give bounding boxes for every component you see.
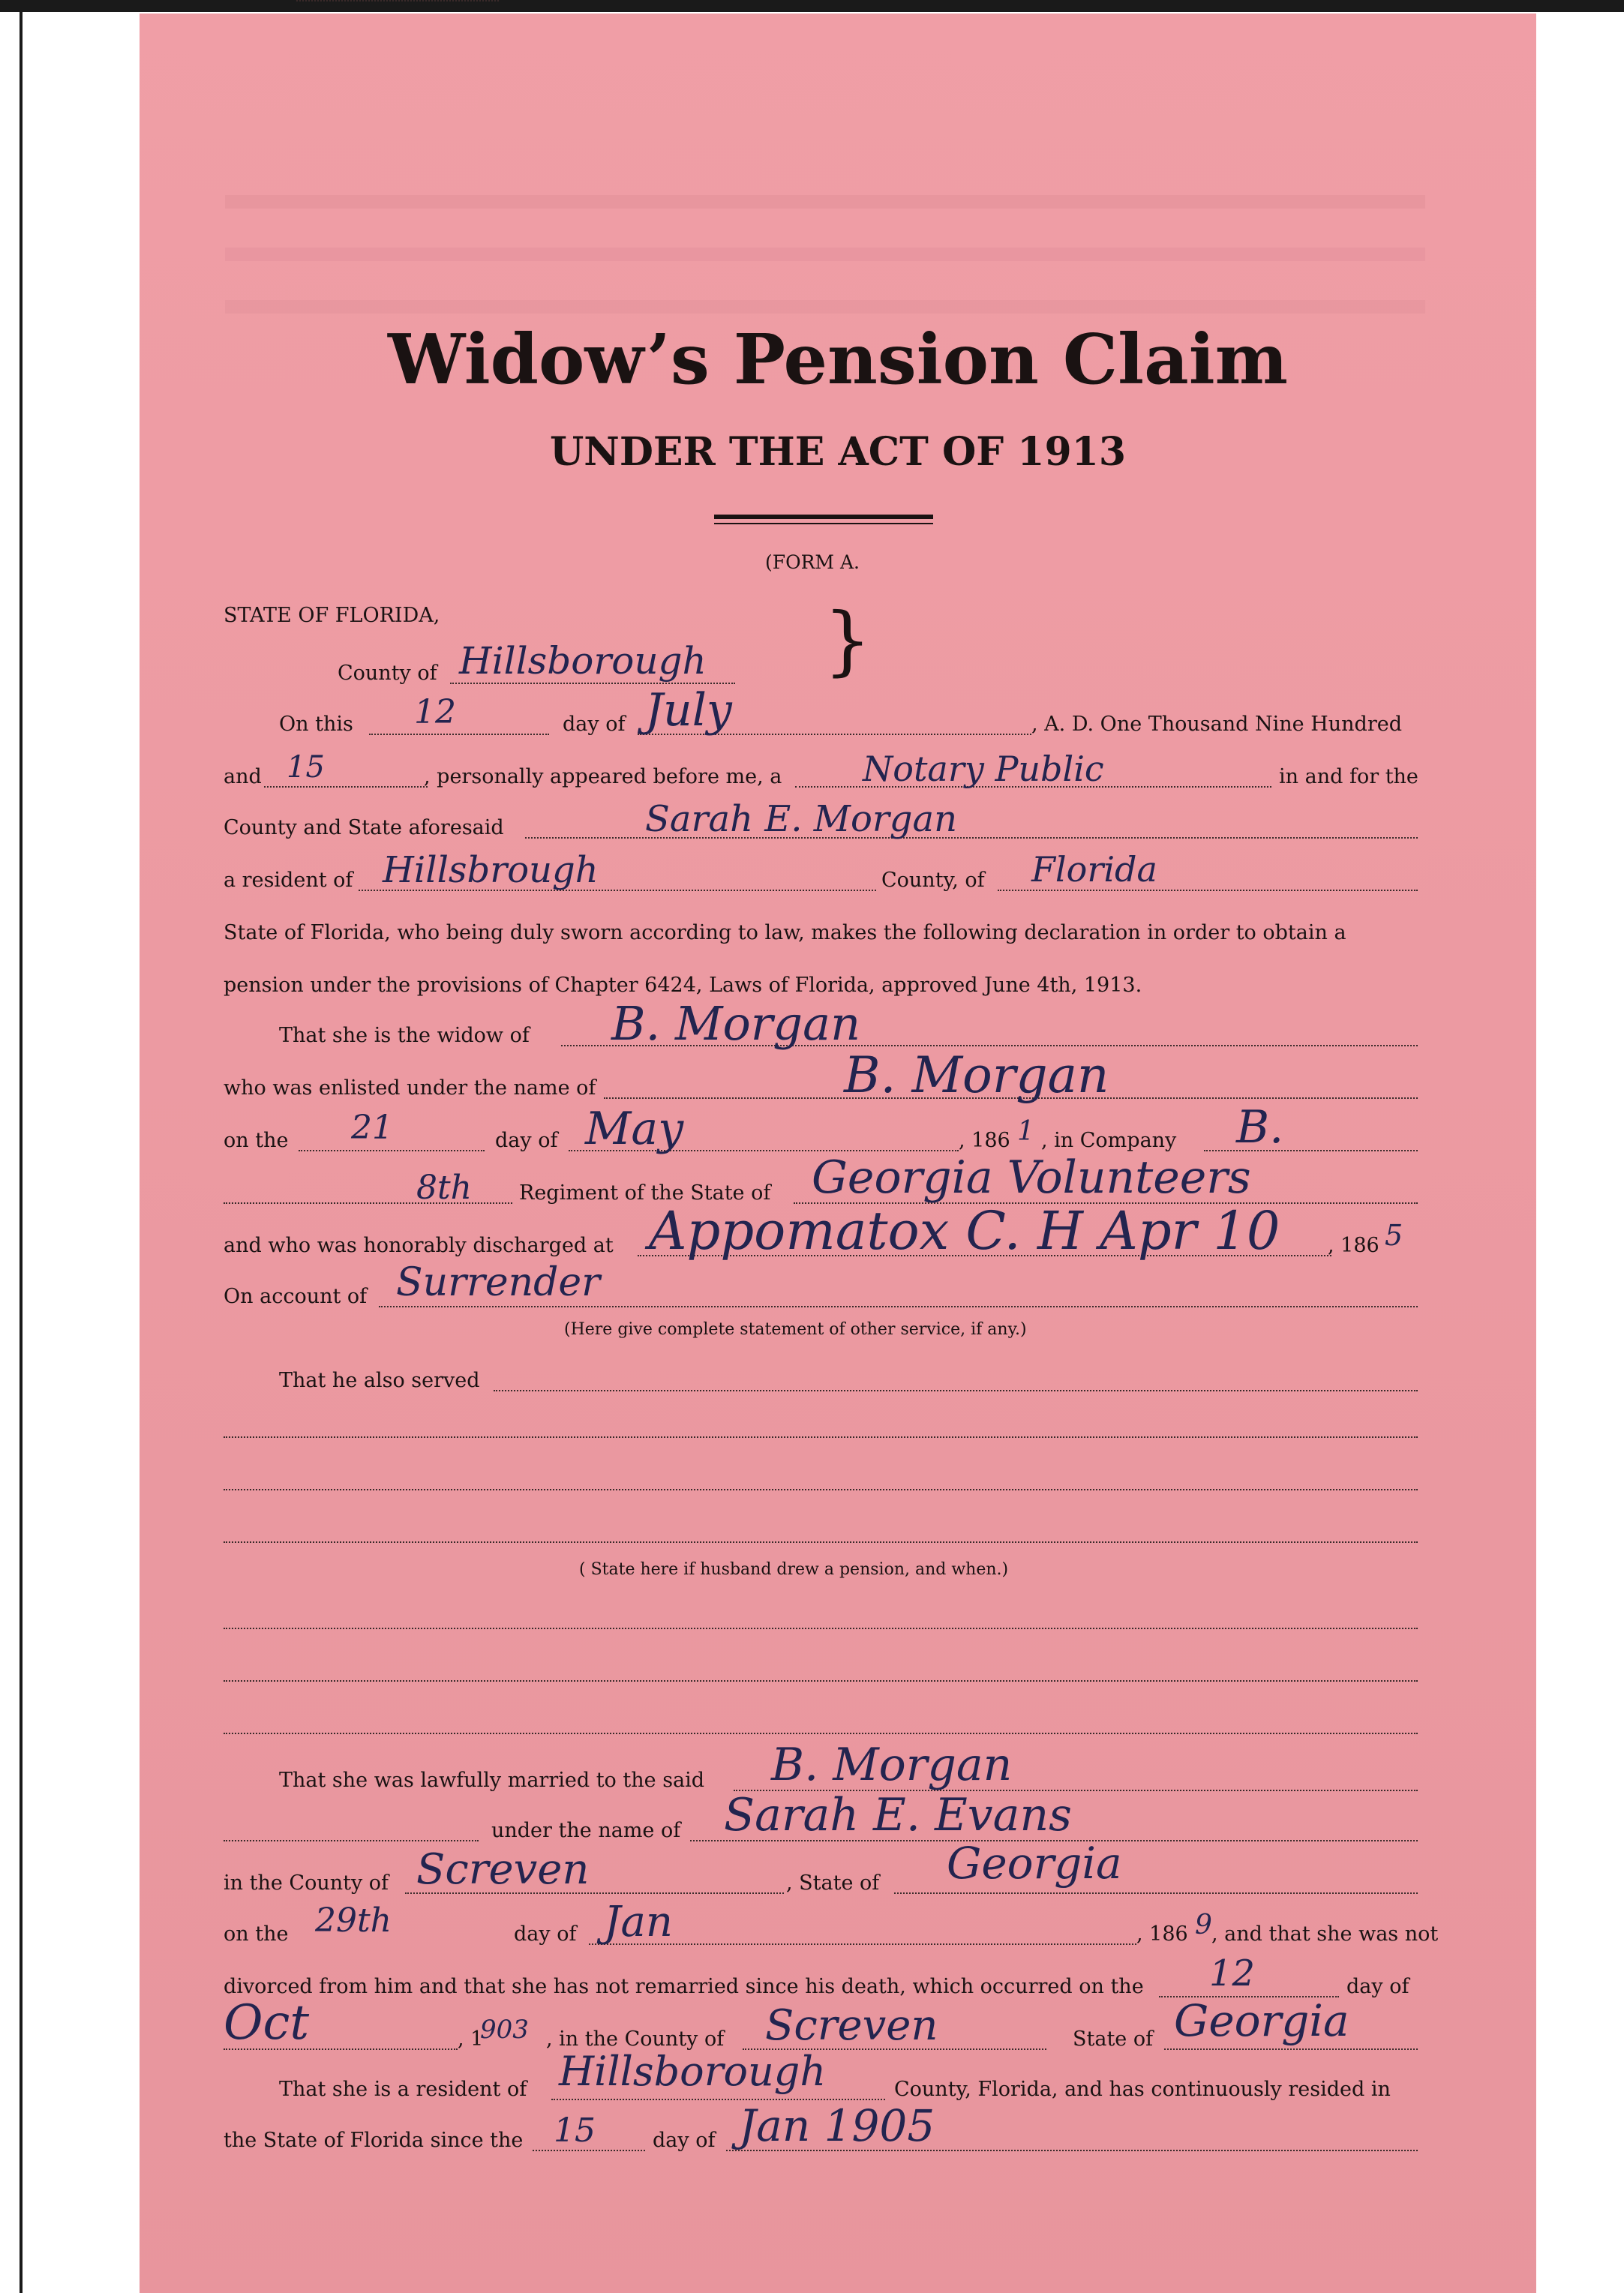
ad-label: , A. D. One Thousand Nine Hundred (1031, 713, 1403, 736)
aforesaid-label: County and State aforesaid (224, 816, 504, 839)
married-label: That she was lawfully married to the said (279, 1769, 705, 1792)
day-of2-label: day of (495, 1129, 558, 1152)
maiden-name-value: Sarah E. Evans (724, 1789, 1072, 1841)
enlist-day-line[interactable] (299, 1150, 485, 1151)
pension-note: ( State here if husband drew a pension, and when.) (579, 1560, 1009, 1579)
form-label: (FORM A. (765, 551, 860, 573)
enlist-year-digit: 1 (1017, 1116, 1034, 1147)
county-comma-of-label: County, of (881, 869, 985, 892)
death-state-line[interactable] (1164, 2048, 1418, 2050)
on-account-label: On account of (224, 1285, 368, 1308)
also-served-line-3[interactable] (224, 1489, 1418, 1490)
year-value: 15 (287, 750, 325, 785)
county-florida-label: County, Florida, and has continuously resided in (894, 2078, 1391, 2101)
since-day-value: 15 (554, 2111, 596, 2150)
on-account-value: Surrender (396, 1260, 601, 1305)
enlisted-label: who was enlisted under the name of (224, 1076, 596, 1100)
also-served-line-2[interactable] (224, 1436, 1418, 1438)
married-day-line[interactable] (296, 0, 499, 2)
pension-line-2[interactable] (224, 1680, 1418, 1682)
divorced-label: divorced from him and that she has not remarried since his death, which occurred on the (224, 1975, 1144, 1998)
regiment-label: Regiment of the State of (519, 1181, 771, 1205)
married-year-digit: 9 (1195, 1910, 1212, 1940)
company-value: B. (1236, 1101, 1284, 1154)
discharge-year-digit: 5 (1385, 1219, 1403, 1252)
regiment-state-value: Georgia Volunteers (812, 1151, 1251, 1204)
county-label: County of (338, 662, 437, 685)
bleed-through-texture (225, 300, 1425, 314)
resident-state-line[interactable] (998, 890, 1418, 891)
scan-edge-left (20, 12, 23, 2293)
resident-florida-label: That she is a resident of (279, 2078, 527, 2101)
day-of-label: day of (563, 713, 626, 736)
death-county-value: Screven (765, 2001, 938, 2050)
enlisted-value: B. Morgan (844, 1046, 1109, 1104)
death-year-value: 903 (480, 2015, 529, 2045)
married-state-value: Georgia (947, 1838, 1122, 1889)
state-label: STATE OF FLORIDA, (224, 604, 440, 627)
regiment-no-value: 8th (416, 1169, 473, 1207)
declaration-line-1: State of Florida, who being duly sworn according to law, makes the following declaration in order to obtain a (224, 921, 1346, 944)
also-served-label: That he also served (279, 1369, 480, 1392)
county-value: Hillsborough (459, 639, 707, 683)
state-of2-label: State of (1073, 2027, 1154, 2051)
resident-state-value: Florida (1031, 849, 1157, 890)
widow-of-label: That she is the widow of (279, 1024, 530, 1047)
month-value: July (645, 684, 732, 737)
year-1861-label: , 186 (959, 1129, 1010, 1152)
death-year-label: , 1 (458, 2027, 484, 2051)
married-month-value: Jan (604, 1898, 673, 1946)
enlist-day-value: 21 (351, 1109, 393, 1147)
resident-of-label: a resident of (224, 869, 353, 892)
declaration-line-2: pension under the provisions of Chapter 6424, Laws of Florida, approved June 4th, 1913. (224, 974, 1142, 997)
and-label: and (224, 765, 262, 788)
discharged-label: and who was honorably discharged at (224, 1234, 614, 1257)
pension-line-3[interactable] (224, 1733, 1418, 1734)
company-label: , in Company (1041, 1129, 1177, 1152)
in-and-for-label: in and for the (1279, 765, 1418, 788)
death-state-value: Georgia (1174, 1995, 1349, 2046)
official-value: Notary Public (863, 749, 1104, 789)
form-subtitle: UNDER THE ACT OF 1913 (549, 429, 1127, 475)
married-year-label: , 186 (1136, 1922, 1188, 1946)
day-of4-label: day of (1346, 1975, 1409, 1998)
death-day-value: 12 (1209, 1952, 1256, 1994)
under-name-label: under the name of (491, 1819, 681, 1842)
brace: } (824, 596, 872, 684)
also-served-line-1[interactable] (494, 1390, 1418, 1391)
on-this-label: On this (279, 713, 353, 736)
on-account-line[interactable] (379, 1306, 1418, 1307)
on-the2-label: on the (224, 1922, 289, 1946)
since-month-value: Jan 1905 (739, 2100, 935, 2151)
title-rule-thin (714, 523, 933, 524)
day-line[interactable] (369, 734, 549, 735)
bleed-through-texture (225, 195, 1425, 209)
widow-of-value: B. Morgan (611, 996, 861, 1051)
married-day-value: 29th (315, 1901, 392, 1940)
blank-line[interactable] (224, 1840, 479, 1841)
claimant-value: Sarah E. Morgan (645, 798, 958, 840)
day-of3-label: day of (514, 1922, 577, 1946)
discharge-year-label: , 186 (1328, 1234, 1379, 1257)
form-title: Widow’s Pension Claim (388, 319, 1288, 400)
year-line[interactable] (264, 786, 428, 788)
personally-label: , personally appeared before me, a (424, 765, 782, 788)
county-of2-label: in the County of (224, 1871, 389, 1895)
day-value: 12 (414, 693, 456, 731)
since-day-line[interactable] (533, 2150, 645, 2151)
other-service-note: (Here give complete statement of other service, if any.) (564, 1320, 1027, 1339)
enlist-month-value: May (585, 1103, 684, 1155)
death-month-value: Oct (224, 1995, 310, 2051)
title-rule-thick (714, 515, 933, 519)
discharge-value: Appomatox C. H Apr 10 (649, 1200, 1280, 1262)
since-label: the State of Florida since the (224, 2129, 524, 2152)
bleed-through-texture (225, 248, 1425, 261)
on-the-label: on the (224, 1129, 289, 1152)
scan-edge-top (0, 0, 1624, 12)
resident-florida-value: Hillsborough (559, 2048, 827, 2095)
in-county-of-label: , in the County of (546, 2027, 725, 2051)
state-of-label: , State of (786, 1871, 880, 1895)
not-divorced-tail: , and that she was not (1211, 1922, 1439, 1946)
also-served-line-4[interactable] (224, 1541, 1418, 1543)
married-state-line[interactable] (894, 1892, 1418, 1894)
pension-line-1[interactable] (224, 1628, 1418, 1629)
resident-county-value: Hillsbrough (383, 849, 599, 891)
married-to-value: B. Morgan (771, 1739, 1013, 1791)
day-of5-label: day of (653, 2129, 716, 2152)
married-county-value: Screven (416, 1845, 590, 1894)
